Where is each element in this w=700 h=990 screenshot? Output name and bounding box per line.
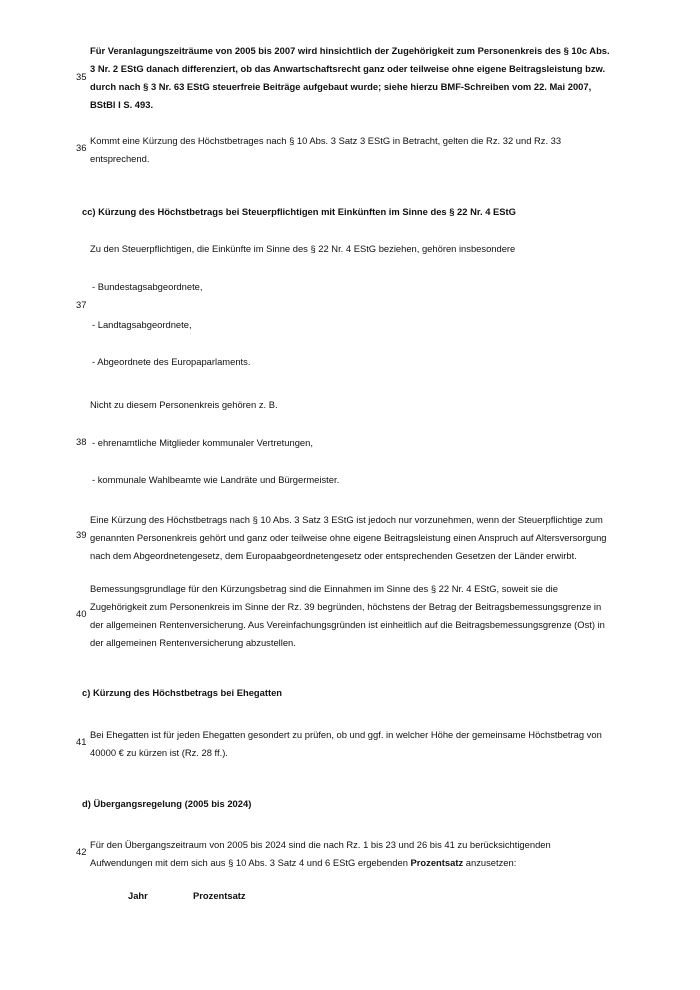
- paragraph-42: [90, 836, 612, 872]
- paragraph-42-end: anzusetzen:: [463, 857, 517, 868]
- list-item: - Bundestagsabgeordnete,: [92, 281, 203, 292]
- table-header-percent: Prozentsatz: [193, 890, 246, 901]
- paragraph-40: Bemessungsgrundlage für den Kürzungsbetrag sind die Einnahmen im Sinne des § 22 Nr. 4 EStG, soweit sie die Zugehörigkeit zum Personenkreis im Sinne der Rz. 39 begründen, höchstens der Betrag der Beitragsbemessungsgrenze in der allgemeinen Rentenversicherung. Aus Vereinfachungsgründen ist einheitlich auf die Beitragsbemessungsgrenze (Ost) in der allgemeinen Rentenversicherung abzustellen.: [90, 583, 605, 648]
- section-heading-c: c) Kürzung des Höchstbetrags bei Ehegatten: [82, 687, 283, 698]
- list-item: - kommunale Wahlbeamte wie Landräte und Bürgermeister.: [92, 474, 340, 485]
- section-heading-d: d) Übergangsregelung (2005 bis 2024): [82, 798, 252, 809]
- margin-number-36: 36: [76, 142, 87, 153]
- paragraph-38-intro: Nicht zu diesem Personenkreis gehören z. B.: [90, 399, 278, 410]
- margin-number-41: 41: [76, 736, 87, 747]
- paragraph-37-intro: Zu den Steuerpflichtigen, die Einkünfte im Sinne des § 22 Nr. 4 EStG beziehen, gehören insbesondere: [90, 243, 516, 254]
- paragraph-35: Für Veranlagungszeiträume von 2005 bis 2007 wird hinsichtlich der Zugehörigkeit zum Personenkreis des § 10c Abs. 3 Nr. 2 EStG danach differenziert, ob das Anwartschaftsrecht ganz oder teilweise ohne eigene Beitragsleistung bzw. durch nach § 3 Nr. 63 EStG steuerfreie Beiträge aufgebaut wurde; siehe hierzu BMF-Schreiben vom 22. Mai 2007, BStBl I S. 493.: [90, 45, 610, 110]
- paragraph-41: Bei Ehegatten ist für jeden Ehegatten gesondert zu prüfen, ob und ggf. in welcher Höhe der gemeinsame Höchstbetrag von 40000 € zu kürzen ist (Rz. 28 ff.).: [90, 729, 602, 758]
- margin-number-37: 37: [76, 299, 87, 310]
- table-header-year: Jahr: [128, 890, 148, 901]
- list-item: - Landtagsabgeordnete,: [92, 319, 192, 330]
- section-heading-cc: cc) Kürzung des Höchstbetrags bei Steuerpflichtigen mit Einkünften im Sinne des § 22 Nr. 4 EStG: [82, 206, 516, 217]
- paragraph-42-bold: Prozentsatz: [410, 857, 464, 868]
- margin-number-39: 39: [76, 529, 87, 540]
- list-item: - ehrenamtliche Mitglieder kommunaler Vertretungen,: [92, 437, 313, 448]
- paragraph-42-text: Für den Übergangszeitraum von 2005 bis 2024 sind die nach Rz. 1 bis 23 und 26 bis 41 zu berücksichtigenden Aufwendungen mit dem sich aus § 10 Abs. 3 Satz 4 und 6 EStG ergebenden: [90, 839, 551, 868]
- margin-number-40: 40: [76, 608, 87, 619]
- list-item: - Abgeordnete des Europaparlaments.: [92, 356, 251, 367]
- paragraph-36: Kommt eine Kürzung des Höchstbetrages nach § 10 Abs. 3 Satz 3 EStG in Betracht, gelten die Rz. 32 und Rz. 33 entsprechend.: [90, 135, 562, 164]
- margin-number-38: 38: [76, 436, 87, 447]
- margin-number-42: 42: [76, 846, 87, 857]
- paragraph-39: Eine Kürzung des Höchstbetrags nach § 10 Abs. 3 Satz 3 EStG ist jedoch nur vorzunehmen, wenn der Steuerpflichtige zum genannten Personenkreis gehört und ganz oder teilweise ohne eigene Beitragsleistung einen Anspruch auf Altersversorgung nach dem Abgeordnetengesetz, dem Europaabgeordnetengesetz oder entsprechenden Gesetzen der Länder erwirbt.: [90, 514, 607, 561]
- margin-number-35: 35: [76, 71, 87, 82]
